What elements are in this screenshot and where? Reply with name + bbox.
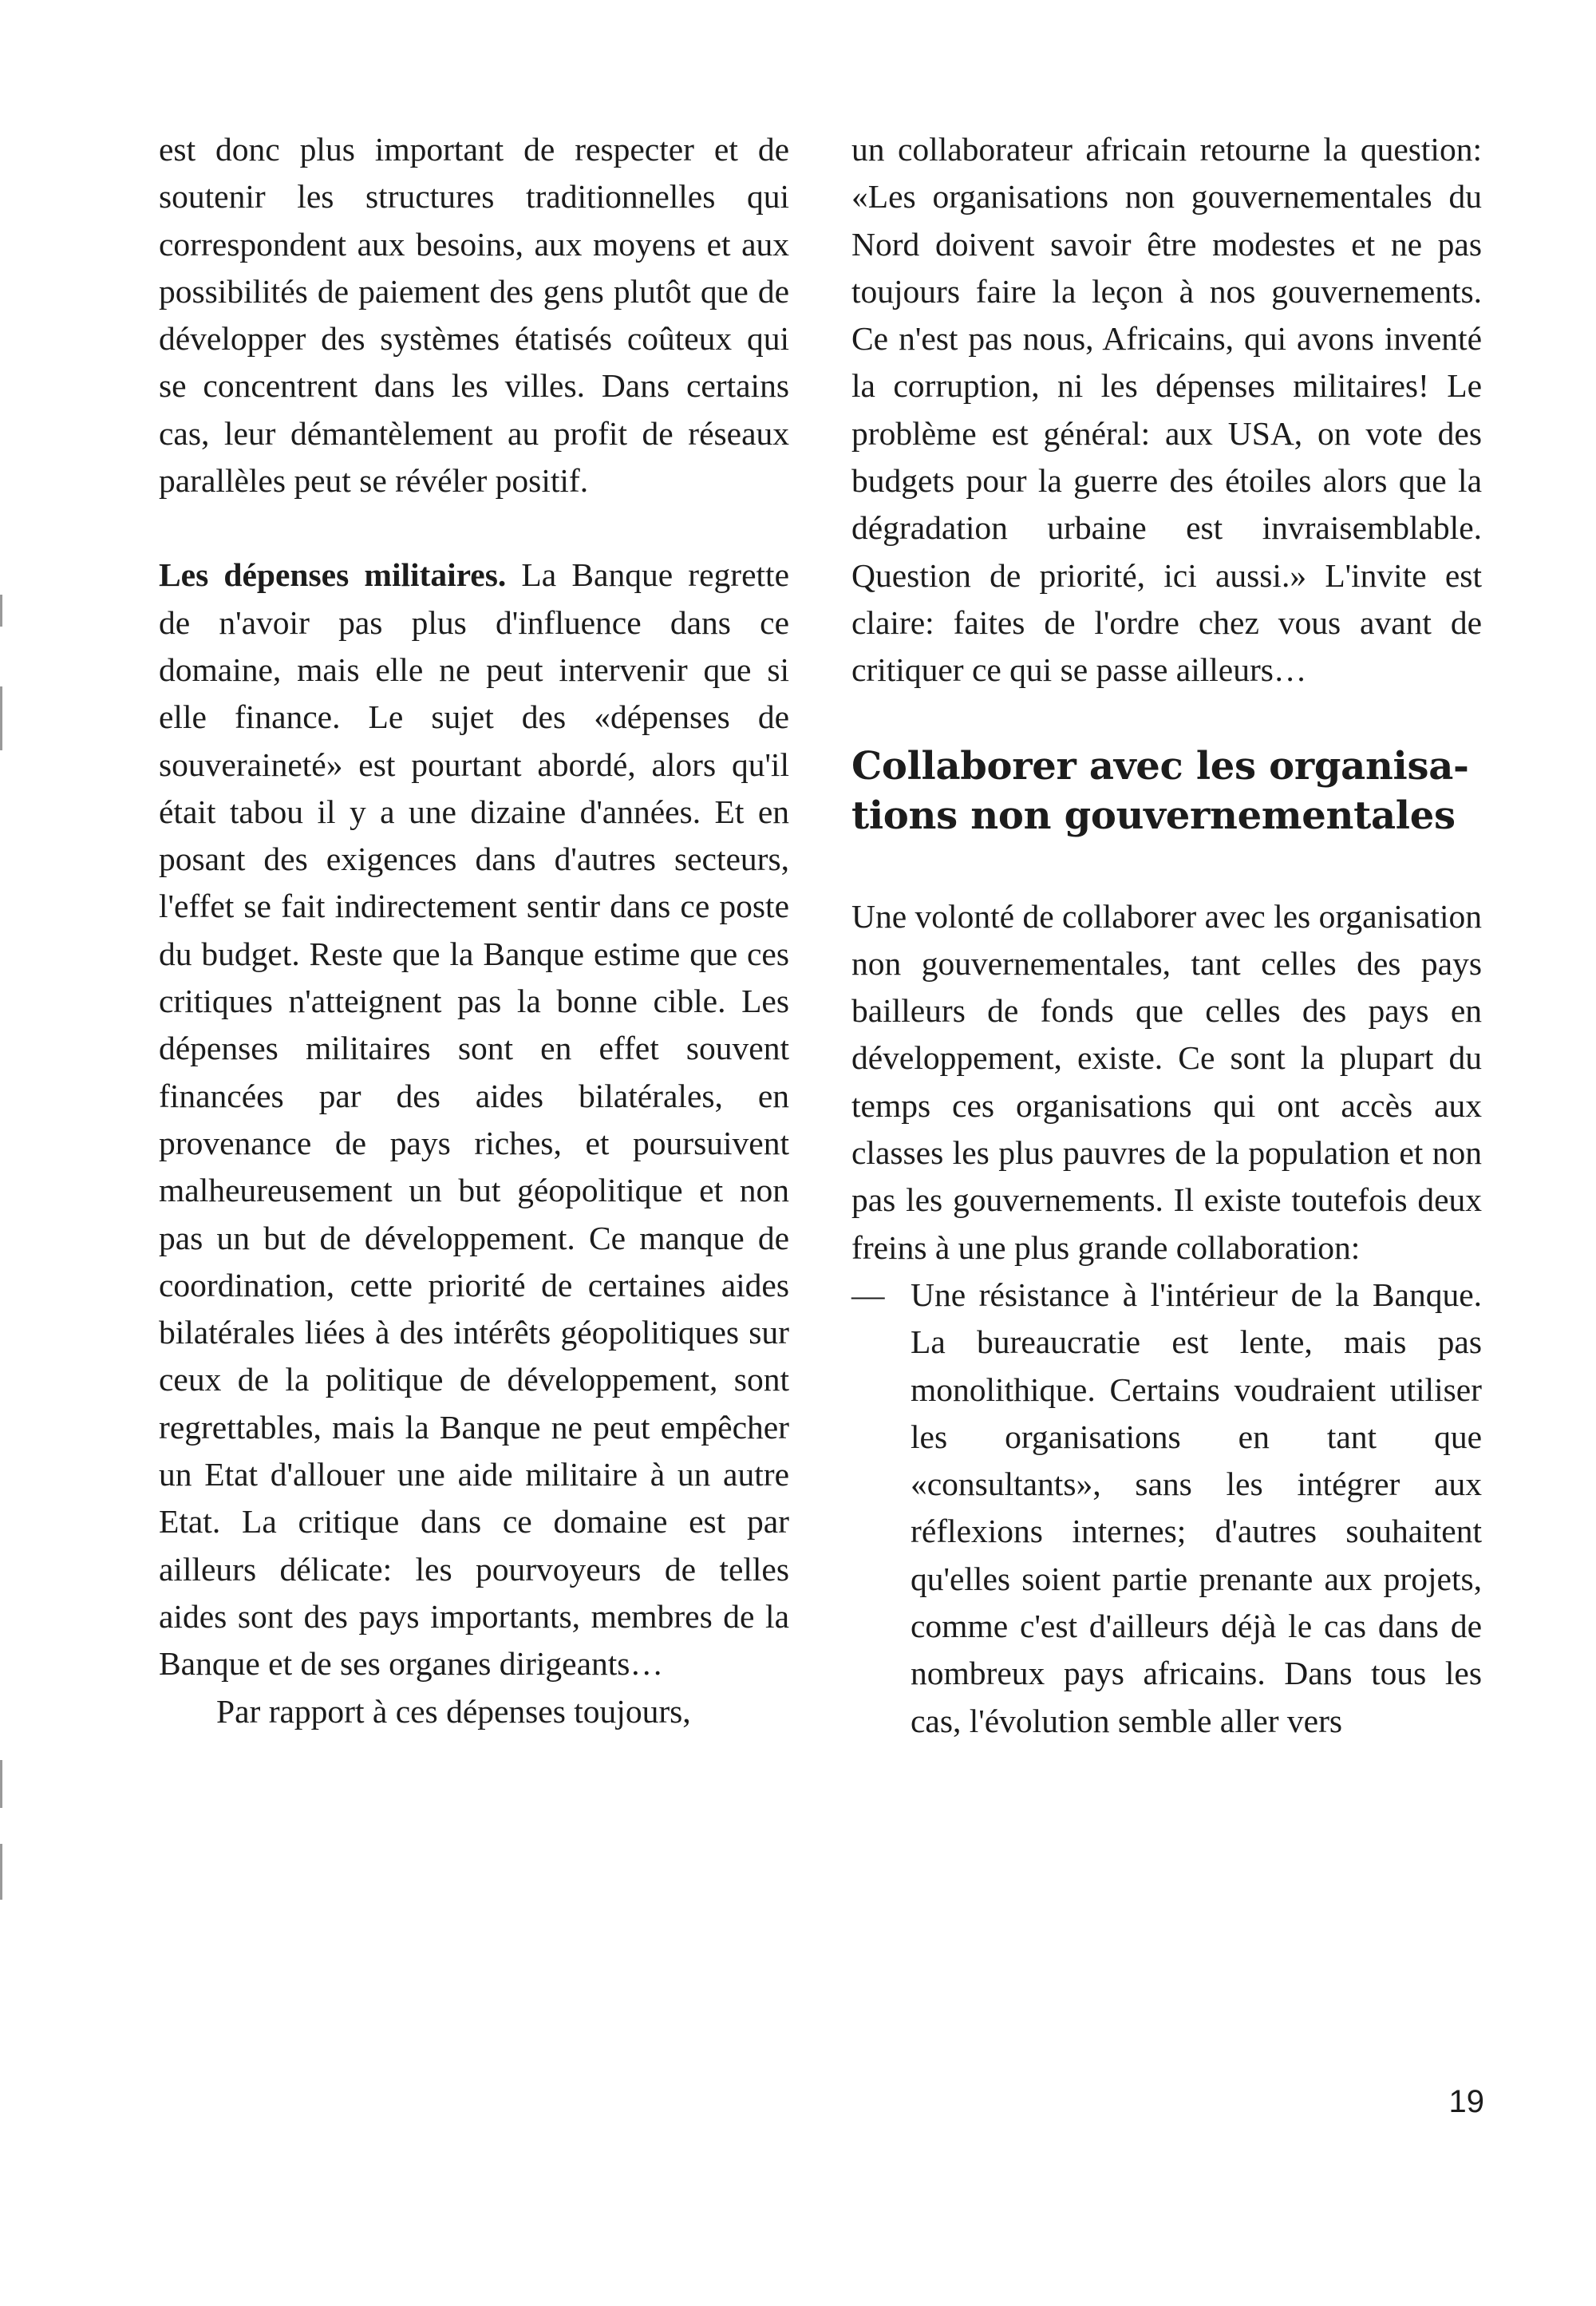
heading-spacer (851, 841, 1482, 893)
section-heading-line: tions non gouvernementales (851, 793, 1456, 838)
run-in-heading: Les dépenses militaires. (159, 556, 507, 594)
page-number: 19 (1448, 2084, 1484, 2119)
paragraph-spacer (851, 694, 1482, 742)
margin-mark (0, 1844, 2, 1900)
dash-list (851, 1272, 1482, 1745)
section-heading (851, 742, 1482, 841)
paragraph-body: La Banque regrette de n'avoir pas plus d'influence dans ce domaine, mais elle ne peut intervenir que si elle finance. Le sujet des «dépenses de souveraineté» est pourtant abordé, alors qu'il était tabou il y a une dizaine d'années. Et en posant des exigences dans d'autres secteurs, l'effet se fait indirectement sentir dans ce poste du budget. Reste que la Banque estime que ces critiques n'atteignent pas la bonne cible. Les dépenses militaires sont en effet souvent financées par des aides bilatérales, en provenance de pays riches, et poursuivent malheureusement un but géopolitique et non pas un but de développement. Ce manque de coordination, cette priorité de certaines aides bilatérales liées à des intérêts géopolitiques sur ceux de la politique de développement, sont regrettables, mais la Banque ne peut empêcher un Etat d'allouer une aide militaire à un autre Etat. La critique dans ce domaine est par ailleurs délicate: les pourvoyeurs de telles aides sont des pays importants, membres de la Banque et de ses organes dirigeants… (159, 556, 789, 1683)
paragraph: Une volonté de collaborer avec les organisation non gouvernementales, tant celles des pays bailleurs de fonds que celles des pays en développement, existe. Ce sont la plupart du temps ces organisations qui ont accès aux classes les plus pauvres de la population et non pas les gouvernements. Il existe toutefois deux freins à une plus grande collaboration: (851, 897, 1482, 1266)
margin-mark (0, 686, 2, 750)
dash-bullet: — (851, 1276, 885, 1313)
margin-mark (0, 595, 2, 627)
margin-mark (0, 1760, 2, 1808)
right-column (851, 126, 1482, 1745)
paragraph: un collaborateur africain retourne la question: «Les organisations non gouvernementales du Nord doivent savoir être modestes et ne pas toujours faire la leçon à nos gouvernements. Ce n'est pas nous, Africains, qui avons inventé la corruption, ni les dépenses militaires! Le problème est général: aux USA, on vote des budgets pour la guerre des étoiles alors que la dégradation urbaine est invraisemblable. Question de priorité, ici aussi.» L'invite est claire: faites de l'ordre chez vous avant de critiquer ce qui se passe ailleurs… (851, 131, 1482, 689)
paragraph: est donc plus important de respecter et de soutenir les structures traditionnelles qui correspondent aux besoins, aux moyens et aux possibilités de paiement des gens plutôt que de développer des systèmes étatisés coûteux qui se concentrent dans les villes. Dans certains cas, leur démantèlement au profit de réseaux parallèles peut se révéler positif. (159, 131, 789, 500)
paragraph-spacer (159, 504, 789, 552)
section-heading-line: Collaborer avec les organisa- (851, 743, 1469, 789)
paragraph-military-spending (159, 552, 789, 1687)
list-item-text: Une résistance à l'intérieur de la Banque. La bureaucratie est lente, mais pas monolithique. Certains voudraient utiliser les organisations en tant que «consultants», sans les intégrer aux réflexions internes; d'autres souhaitent qu'elles soient partie prenante aux projets, comme c'est d'ailleurs déjà le cas dans de nombreux pays africains. Dans tous les cas, l'évolution semble aller vers (911, 1276, 1482, 1739)
paragraph: Par rapport à ces dépenses toujours, (216, 1692, 691, 1730)
list-item (851, 1272, 1482, 1745)
left-column (159, 126, 789, 1735)
